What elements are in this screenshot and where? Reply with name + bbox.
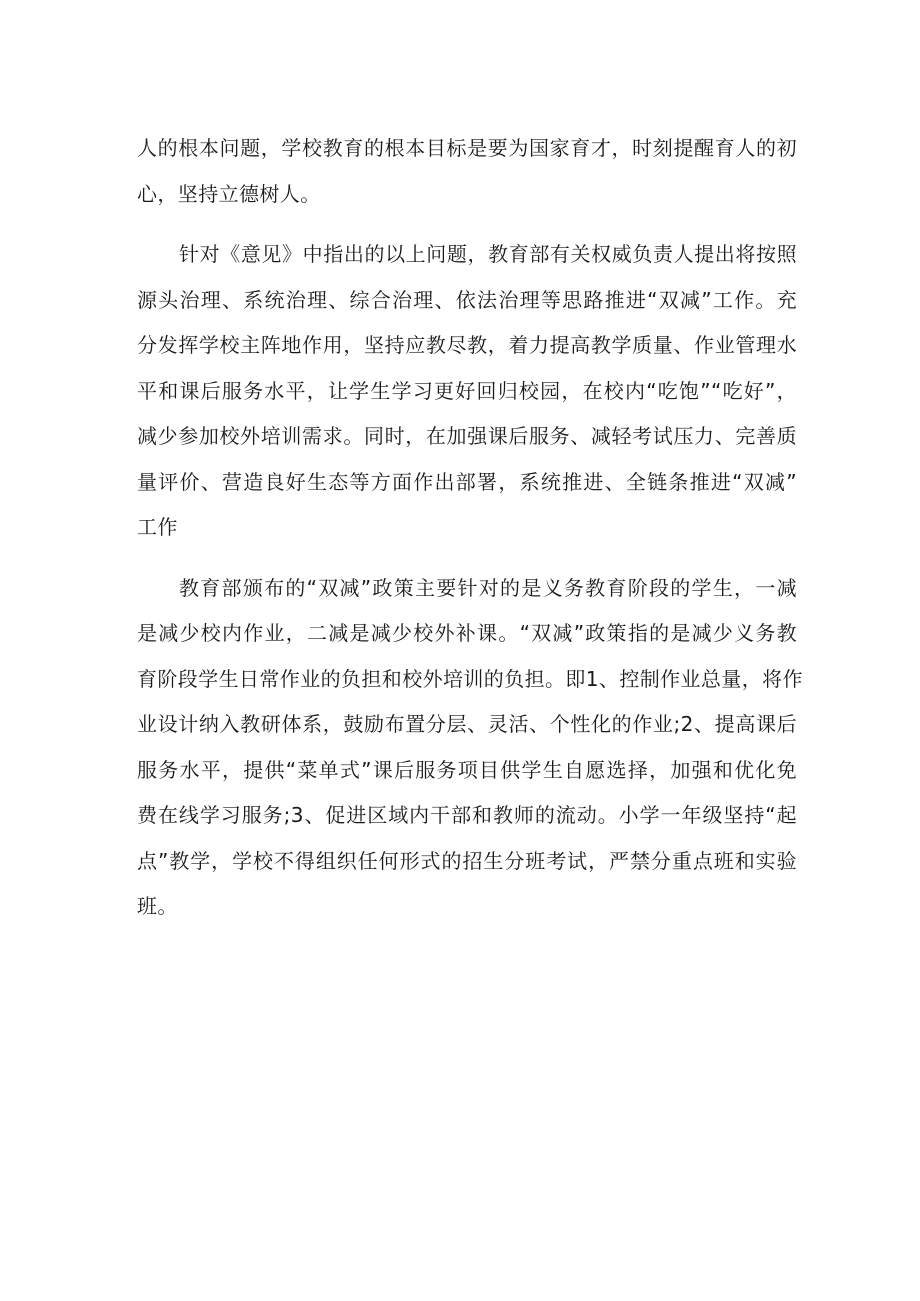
text-line: 班。 — [137, 894, 178, 918]
text-line: 教育部颁布的“双减”政策主要针对的是义务教育阶段的学生，一减 — [179, 575, 797, 600]
text-line: 费在线学习服务;3、促进区域内干部和教师的流动。小学一年级坚持“起 — [137, 803, 797, 827]
text-line: 针对《意见》中指出的以上问题，教育部有关权威负责人提出将按照 — [179, 242, 797, 266]
text-line: 心，坚持立德树人。 — [137, 181, 321, 206]
text-line: 是减少校内作业，二减是减少校外补课。“双减”政策指的是减少义务教 — [137, 621, 797, 645]
paragraph-3 — [137, 566, 803, 930]
text-line: 平和课后服务水平，让学生学习更好回归校园，在校内“吃饱”“吃好”， — [137, 378, 797, 403]
text-line: 人的根本问题，学校教育的根本目标是要为国家育才，时刻提醒育人的初 — [137, 136, 797, 160]
paragraph-1 — [137, 126, 797, 217]
text-line: 业设计纳入教研体系，鼓励布置分层、灵活、个性化的作业;2、提高课后 — [137, 712, 797, 736]
text-line: 减少参加校外培训需求。同时，在加强课后服务、减轻考试压力、完善质 — [137, 424, 797, 448]
text-line: 服务水平，提供“菜单式”课后服务项目供学生自愿选择，加强和优化免 — [137, 757, 797, 782]
text-line: 工作 — [137, 515, 178, 539]
paragraph-2 — [137, 232, 797, 551]
text-line: 源头治理、系统治理、综合治理、依法治理等思路推进“双减”工作。充 — [137, 287, 797, 312]
text-line: 育阶段学生日常作业的负担和校外培训的负担。即1、控制作业总量，将作 — [137, 666, 803, 691]
text-line: 分发挥学校主阵地作用，坚持应教尽教，着力提高教学质量、作业管理水 — [137, 333, 797, 357]
document-body — [137, 126, 803, 930]
text-line: 量评价、营造良好生态等方面作出部署，系统推进、全链条推进“双减” — [137, 469, 797, 494]
text-line: 点”教学，学校不得组织任何形式的招生分班考试，严禁分重点班和实验 — [137, 848, 797, 873]
